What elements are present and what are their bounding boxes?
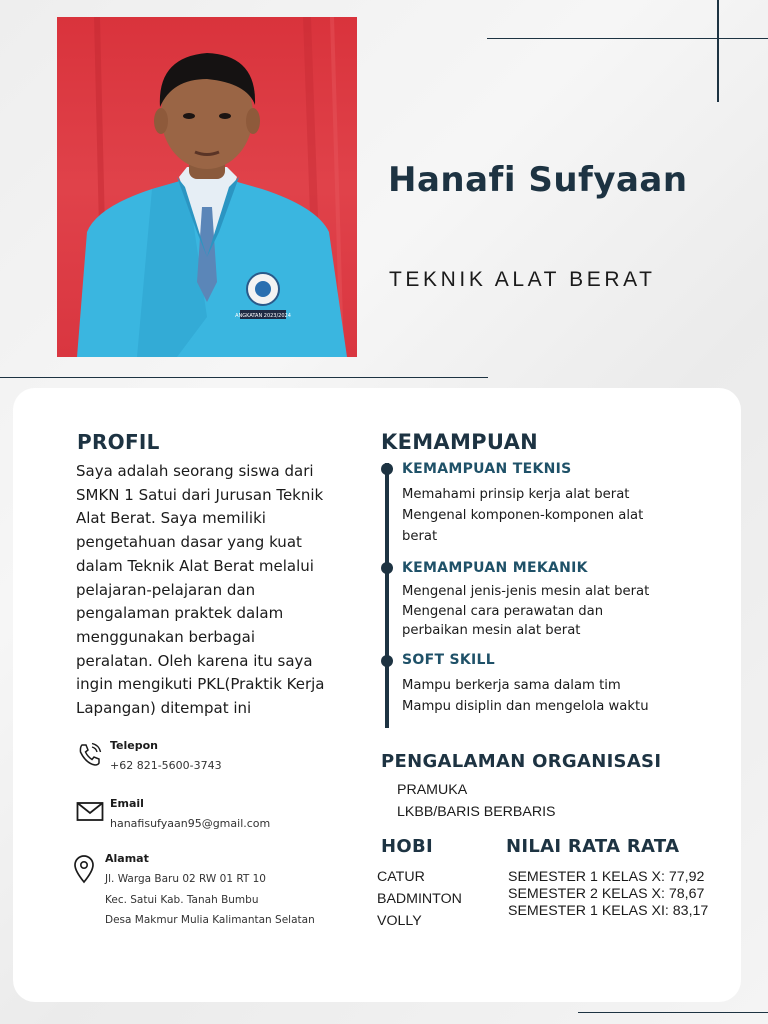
skills-timeline xyxy=(385,463,389,728)
organization-list xyxy=(397,779,556,823)
skill-group-items xyxy=(402,675,702,717)
badge-text: ANGKATAN 2023/2024 xyxy=(235,313,291,319)
skill-line: Mengenal cara perawatan dan xyxy=(402,603,604,619)
person-name: Hanafi Sufyaan xyxy=(388,160,688,200)
address-label: Alamat xyxy=(105,852,149,865)
email-label: Email xyxy=(110,797,144,810)
grades-list xyxy=(508,869,708,920)
profile-line: ingin mengikuti PKL(Praktik Kerja xyxy=(76,675,325,694)
email-icon xyxy=(76,801,104,823)
person-role: TEKNIK ALAT BERAT xyxy=(389,268,656,291)
bottom-right-line xyxy=(578,1012,768,1013)
profile-line: Saya adalah seorang siswa dari xyxy=(76,462,314,480)
middle-divider-line xyxy=(0,377,488,378)
profile-line: Alat Berat. Saya memiliki xyxy=(76,509,266,528)
profile-line: pengalaman praktek dalam xyxy=(76,604,284,623)
skill-line: perbaikan mesin alat berat xyxy=(402,623,581,638)
hobby-item: VOLLY xyxy=(377,913,422,929)
grade-item: SEMESTER 1 KELAS XI: 83,17 xyxy=(508,903,709,919)
phone-value: +62 821-5600-3743 xyxy=(110,759,222,772)
top-right-horizontal-line xyxy=(487,38,768,39)
hobby-item: CATUR xyxy=(377,869,425,885)
hobby-item: BADMINTON xyxy=(377,891,462,907)
skill-line: Mampu disiplin dan mengelola waktu xyxy=(402,699,649,714)
phone-label: Telepon xyxy=(110,739,158,752)
address-line: Jl. Warga Baru 02 RW 01 RT 10 xyxy=(105,873,266,885)
profile-line: menggunakan berbagai xyxy=(76,627,255,646)
skills-heading: KEMAMPUAN xyxy=(381,430,538,454)
phone-icon xyxy=(76,741,104,769)
skill-group-title: KEMAMPUAN TEKNIS xyxy=(402,461,572,477)
skill-line: Mampu berkerja sama dalam tim xyxy=(402,678,621,693)
organization-item: LKBB/BARIS BERBARIS xyxy=(397,804,556,820)
grade-item: SEMESTER 2 KELAS X: 78,67 xyxy=(508,886,705,902)
profile-line: SMKN 1 Satui dari Jurusan Teknik xyxy=(76,485,324,504)
skill-group-title: KEMAMPUAN MEKANIK xyxy=(402,560,588,576)
profile-text xyxy=(76,460,338,721)
skill-group-items xyxy=(402,484,702,547)
profile-line: dalam Teknik Alat Berat melalui xyxy=(76,556,314,575)
profile-line: pengetahuan dasar yang kuat xyxy=(76,533,302,552)
grade-item: SEMESTER 1 KELAS X: 77,92 xyxy=(508,869,705,885)
timeline-dot xyxy=(381,463,393,475)
address-line: Desa Makmur Mulia Kalimantan Selatan xyxy=(105,914,315,926)
email-value: hanafisufyaan95@gmail.com xyxy=(110,817,271,830)
profile-photo xyxy=(57,17,357,357)
location-pin-icon xyxy=(72,854,96,884)
contact-phone xyxy=(76,739,356,779)
organization-heading: PENGALAMAN ORGANISASI xyxy=(381,751,662,772)
profile-line: peralatan. Oleh karena itu saya xyxy=(76,651,313,670)
hobbies-list xyxy=(377,866,462,932)
top-right-vertical-line xyxy=(717,0,719,102)
organization-item: PRAMUKA xyxy=(397,782,468,798)
skill-line: Mengenal jenis-jenis mesin alat berat xyxy=(402,584,650,599)
skill-group-title: SOFT SKILL xyxy=(402,652,495,668)
profile-heading: PROFIL xyxy=(77,430,160,454)
address-line: Kec. Satui Kab. Tanah Bumbu xyxy=(105,893,259,906)
timeline-dot xyxy=(381,562,393,574)
grades-heading: NILAI RATA RATA xyxy=(506,836,680,857)
skill-group-items xyxy=(402,582,702,641)
timeline-dot xyxy=(381,655,393,667)
skill-line: Memahami prinsip kerja alat berat xyxy=(402,487,630,502)
address-value xyxy=(105,869,315,931)
profile-line: pelajaran-pelajaran dan xyxy=(76,580,256,599)
skill-line: berat xyxy=(402,529,438,544)
contact-email xyxy=(76,797,356,837)
skill-line: Mengenal komponen-komponen alat xyxy=(402,508,644,523)
hobbies-heading: HOBI xyxy=(381,836,433,857)
contact-address xyxy=(76,852,356,932)
profile-line: Lapangan) ditempat ini xyxy=(76,699,252,718)
